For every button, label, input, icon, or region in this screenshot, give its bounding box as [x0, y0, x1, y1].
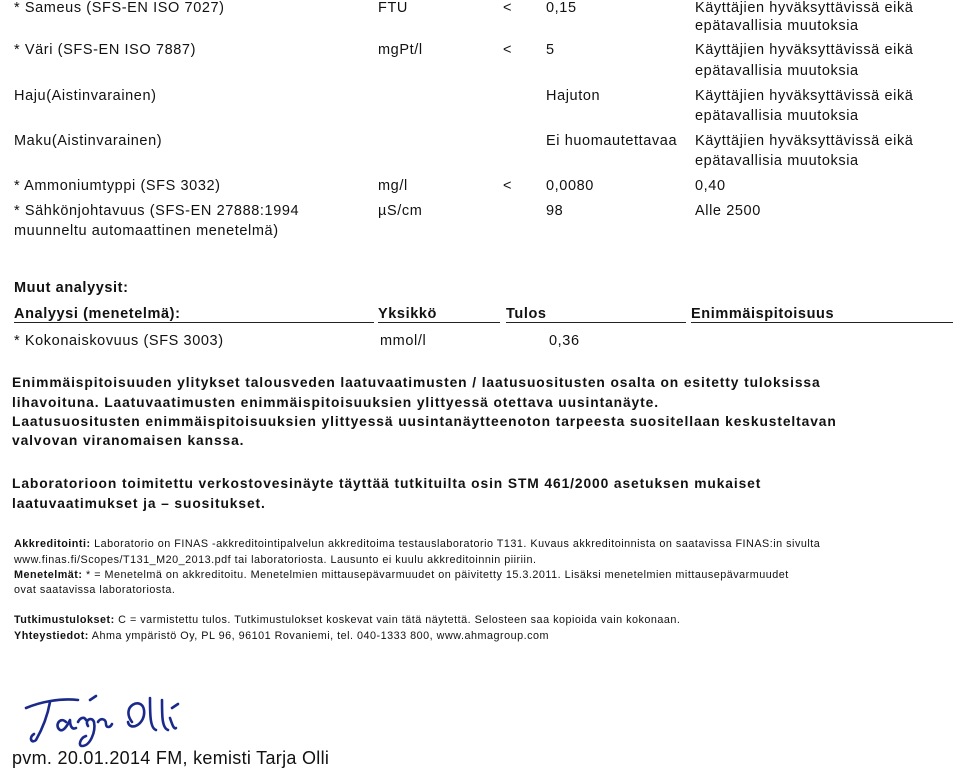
row-sign: <	[503, 178, 513, 194]
row-result: 0,15	[546, 0, 577, 16]
row-limit-cont: epätavallisia muutoksia	[695, 153, 859, 169]
header-underline	[14, 322, 374, 323]
row-limit: Käyttäjien hyväksyttävissä eikä	[695, 0, 914, 16]
header-underline	[506, 322, 686, 323]
methods-line-cont: ovat saatavissa laboratoriosta.	[14, 584, 176, 596]
row-unit: mg/l	[378, 178, 408, 194]
compliance-line: laatuvaatimukset ja – suositukset.	[12, 496, 266, 511]
row-result: 0,0080	[546, 178, 594, 194]
other-analyses-title: Muut analyysit:	[14, 280, 129, 296]
compliance-line: Laboratorioon toimitettu verkostovesinäyte täyttää tutkituilta osin STM 461/2000 asetuksen mukaiset	[12, 476, 762, 491]
row-limit: 0,40	[695, 178, 726, 194]
row-sign: <	[503, 42, 513, 58]
methods-line: Menetelmät: * = Menetelmä on akkreditoitu. Menetelmien mittausepävarmuudet on päivitetty 15.3.2011. Lisäksi menetelmien mittausepävarmuudet	[14, 569, 789, 581]
header-underline	[378, 322, 500, 323]
row-analysis: Maku(Aistinvarainen)	[14, 133, 163, 149]
row-limit: Käyttäjien hyväksyttävissä eikä	[695, 42, 914, 58]
note-line: lihavoituna. Laatuvaatimusten enimmäispitoisuuksien ylittyessä otettava uusintanäyte.	[12, 395, 659, 410]
row-limit: Käyttäjien hyväksyttävissä eikä	[695, 88, 914, 104]
row-unit: mgPt/l	[378, 42, 423, 58]
row-unit: µS/cm	[378, 203, 423, 219]
header-unit: Yksikkö	[378, 306, 438, 322]
header-limit: Enimmäispitoisuus	[691, 306, 835, 322]
accreditation-line: Akkreditointi: Laboratorio on FINAS -akkreditointipalvelun akkreditoima testauslaboratorio T131. Kuvaus akkreditoinnista on saatavissa FINAS:in sivulta	[14, 538, 821, 550]
contact-line: Yhteystiedot: Ahma ympäristö Oy, PL 96, 96101 Rovaniemi, tel. 040-1333 800, www.ahmagroup.com	[14, 630, 549, 642]
row-unit: FTU	[378, 0, 408, 16]
row-limit: Käyttäjien hyväksyttävissä eikä	[695, 133, 914, 149]
header-analysis: Analyysi (menetelmä):	[14, 306, 181, 322]
row-analysis: * Väri (SFS-EN ISO 7887)	[14, 42, 197, 58]
signature-footer: pvm. 20.01.2014 FM, kemisti Tarja Olli	[12, 748, 330, 768]
note-line: Laatusuositusten enimmäispitoisuuksien ylittyessä uusintanäytteenoton tarpeesta suositellaan keskusteltavan	[12, 414, 837, 429]
row-result: Ei huomautettavaa	[546, 133, 678, 149]
row-result: Hajuton	[546, 88, 601, 104]
results-line: Tutkimustulokset: C = varmistettu tulos. Tutkimustulokset koskevat vain tätä näytettä. Selosteen saa kopioida vain kokonaan.	[14, 614, 681, 626]
header-result: Tulos	[506, 306, 547, 322]
row-limit-cont: epätavallisia muutoksia	[695, 108, 859, 124]
row-analysis: * Sähkönjohtavuus (SFS-EN 27888:1994	[14, 203, 300, 219]
note-line: Enimmäispitoisuuden ylitykset talousveden laatuvaatimusten / laatusuositusten osalta on esitetty tuloksissa	[12, 375, 821, 390]
other-row-unit: mmol/l	[380, 333, 427, 349]
row-result: 98	[546, 203, 564, 219]
row-analysis-cont: muunneltu automaattinen menetelmä)	[14, 223, 279, 239]
row-limit-cont: epätavallisia muutoksia	[695, 63, 859, 79]
row-limit-cont: epätavallisia muutoksia	[695, 18, 859, 34]
row-analysis: * Ammoniumtyppi (SFS 3032)	[14, 178, 221, 194]
row-result: 5	[546, 42, 555, 58]
row-analysis: * Sameus (SFS-EN ISO 7027)	[14, 0, 225, 16]
other-row-analysis: * Kokonaiskovuus (SFS 3003)	[14, 333, 224, 349]
row-analysis: Haju(Aistinvarainen)	[14, 88, 157, 104]
accreditation-line-cont: www.finas.fi/Scopes/T131_M20_2013.pdf tai laboratoriosta. Lausunto ei kuulu akkreditoinnin piiriin.	[14, 554, 537, 566]
other-row-result: 0,36	[549, 333, 580, 349]
handwritten-signature	[20, 688, 200, 748]
note-line: valvovan viranomaisen kanssa.	[12, 433, 245, 448]
row-limit: Alle 2500	[695, 203, 761, 219]
header-underline	[691, 322, 953, 323]
row-sign: <	[503, 0, 513, 16]
